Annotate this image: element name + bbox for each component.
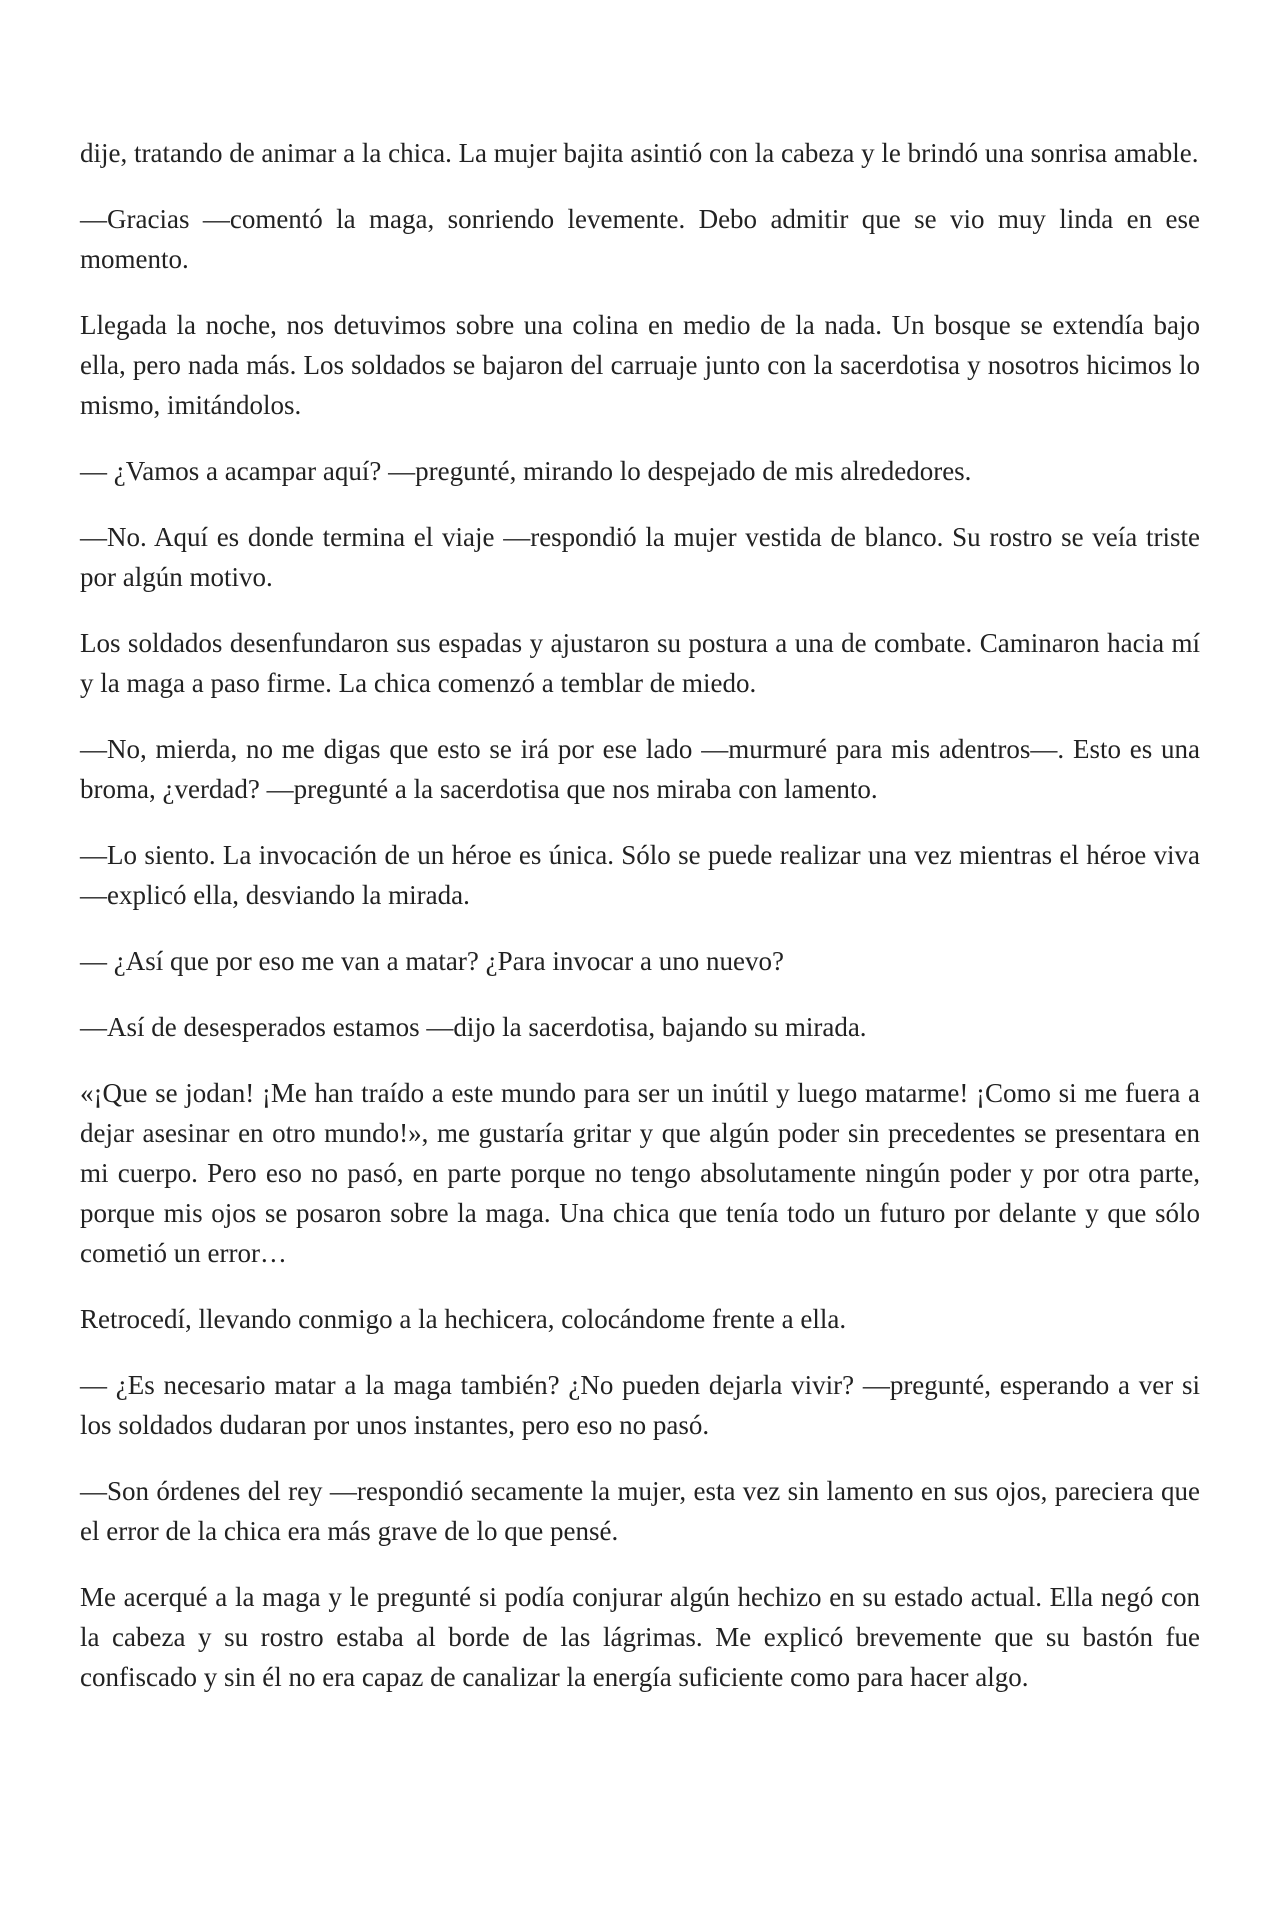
paragraph-10: —Así de desesperados estamos —dijo la sacerdotisa, bajando su mirada. [80,1012,867,1042]
paragraph-5: —No. Aquí es donde termina el viaje —respondió la mujer vestida de blanco. Su rostro se veía triste por algún motivo. [80,522,1200,592]
paragraph-4: — ¿Vamos a acampar aquí? —pregunté, mirando lo despejado de mis alrededores. [80,456,972,486]
paragraph-12: Retrocedí, llevando conmigo a la hechicera, colocándome frente a ella. [80,1304,847,1334]
paragraph-2: —Gracias —comentó la maga, sonriendo levemente. Debo admitir que se vio muy linda en ese momento. [80,204,1200,274]
paragraph-11: «¡Que se jodan! ¡Me han traído a este mundo para ser un inútil y luego matarme! ¡Como si me fuera a dejar asesinar en otro mundo!», me gustaría gritar y que algún poder sin precedentes se presentara en mi cuerpo. Pero eso no pasó, en parte porque no tengo absolutamente ningún poder y por otra parte, porque mis ojos se posaron sobre la maga. Una chica que tenía todo un futuro por delante y que sólo cometió un error… [80,1078,1200,1268]
paragraph-9: — ¿Así que por eso me van a matar? ¿Para invocar a uno nuevo? [80,946,784,976]
paragraph-3: Llegada la noche, nos detuvimos sobre una colina en medio de la nada. Un bosque se extendía bajo ella, pero nada más. Los soldados se bajaron del carruaje junto con la sacerdotisa y nosotros hicimos lo mismo, imitándolos. [80,310,1200,420]
paragraph-8: —Lo siento. La invocación de un héroe es única. Sólo se puede realizar una vez mientras el héroe viva —explicó ella, desviando la mirada. [80,840,1200,910]
paragraph-6: Los soldados desenfundaron sus espadas y ajustaron su postura a una de combate. Caminaron hacia mí y la maga a paso firme. La chica comenzó a temblar de miedo. [80,628,1200,698]
paragraph-14: —Son órdenes del rey —respondió secamente la mujer, esta vez sin lamento en sus ojos, pareciera que el error de la chica era más grave de lo que pensé. [80,1476,1200,1546]
paragraph-13: — ¿Es necesario matar a la maga también? ¿No pueden dejarla vivir? —pregunté, esperando a ver si los soldados dudaran por unos instantes, pero eso no pasó. [80,1370,1200,1440]
paragraph-15: Me acerqué a la maga y le pregunté si podía conjurar algún hechizo en su estado actual. Ella negó con la cabeza y su rostro estaba al borde de las lágrimas. Me explicó brevemente que su bastón fue confiscado y sin él no era capaz de canalizar la energía suficiente como para hacer algo. [80,1582,1200,1692]
paragraph-1: dije, tratando de animar a la chica. La mujer bajita asintió con la cabeza y le brindó una sonrisa amable. [80,138,1199,168]
paragraph-7: —No, mierda, no me digas que esto se irá por ese lado —murmuré para mis adentros—. Esto es una broma, ¿verdad? —pregunté a la sacerdotisa que nos miraba con lamento. [80,734,1200,804]
document-page [80,133,1200,1723]
